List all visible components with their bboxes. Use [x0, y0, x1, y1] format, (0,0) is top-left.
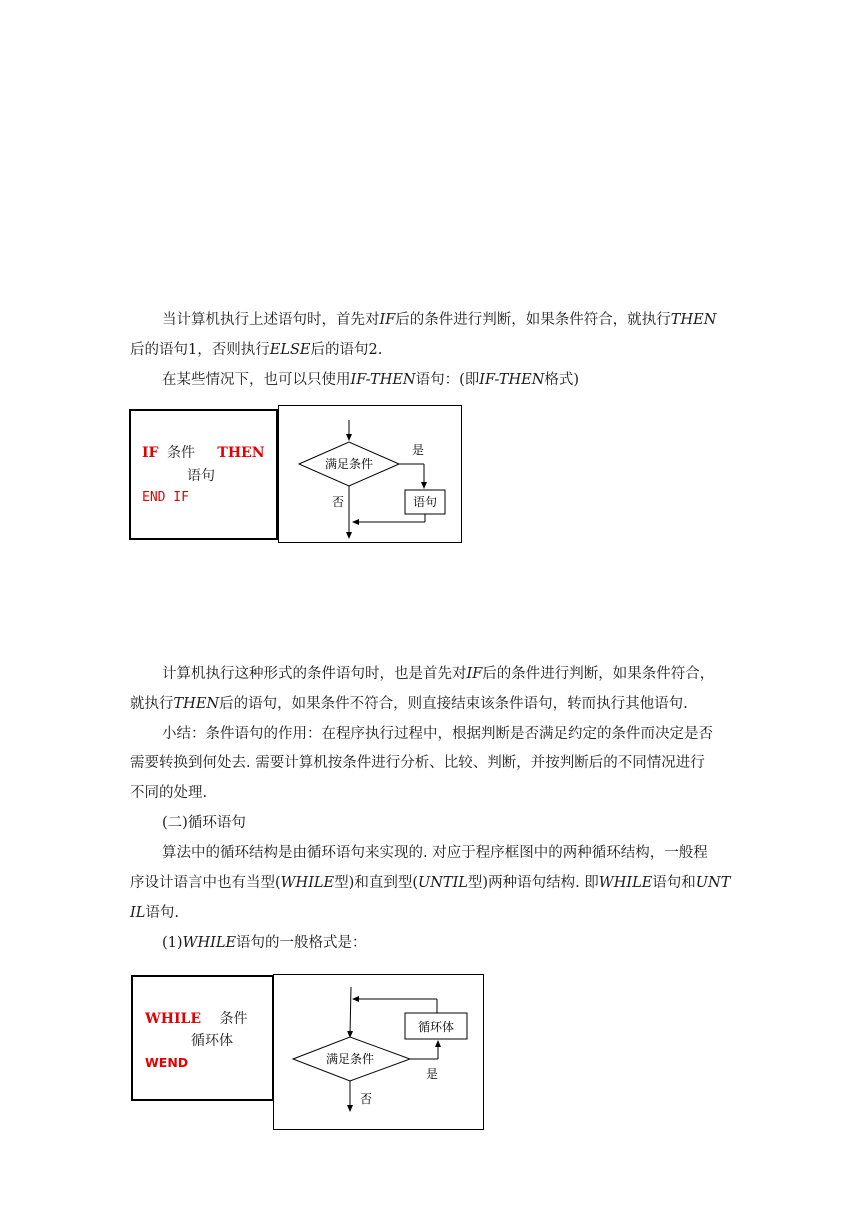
code-while-line [145, 1010, 247, 1028]
para4-text: 序设计语言中也有当型( [130, 875, 281, 891]
while-keyword: WHILE [145, 1011, 202, 1027]
para4-keyword: WHILE [280, 875, 335, 891]
para1-text: 后的语句2. [310, 342, 383, 358]
if-keyword: IF [142, 445, 159, 461]
no-label: 否 [332, 495, 345, 509]
para3-text: 后的语句，如果条件不符合，则直接结束该条件语句，转而执行其他语句. [219, 696, 688, 712]
para3-then: THEN [173, 696, 220, 712]
then-keyword: THEN [217, 445, 265, 461]
wend-keyword: WEND [145, 1055, 189, 1070]
para2-keyword: IF-THEN [350, 372, 416, 388]
para2-keyword: IF-THEN [479, 372, 545, 388]
if-then-flowchart [278, 405, 462, 543]
para3-if: IF [466, 666, 483, 682]
summary-line2: 需要转换到何处去. 需要计算机按条件进行分析、比较、判断，并按判断后的不同情况进行 [130, 755, 705, 771]
para2-text: 语句：(即 [415, 372, 480, 388]
para1-if: IF [379, 312, 396, 328]
loop-body-label: 循环体 [417, 1020, 455, 1034]
while-flowchart [273, 974, 484, 1130]
para5-text: 语句的一般格式是： [236, 935, 367, 951]
if-then-flowchart-svg [279, 406, 463, 544]
diamond-label: 满足条件 [324, 457, 374, 471]
end-if-keyword: END IF [142, 490, 189, 505]
para3-line1 [162, 664, 714, 684]
if-then-code-box [129, 409, 278, 540]
code-if-line [142, 444, 265, 462]
para4-text: 语句和 [652, 875, 696, 891]
para3-line2 [130, 694, 688, 714]
para5-line [162, 933, 367, 953]
para4-line1: 算法中的循环结构是由循环语句来实现的. 对应于程序框图中的两种循环结构，一般程 [162, 845, 708, 861]
para4-text: 语句. [145, 905, 179, 921]
para1-text: 后的条件进行判断，如果条件符合，就执行 [395, 312, 671, 328]
statement-text: 语句 [187, 468, 215, 484]
diamond-label: 满足条件 [325, 1052, 375, 1066]
statement-box-label: 语句 [412, 495, 438, 509]
para4-keyword: WHILE [598, 875, 653, 891]
para4-keyword: IL [130, 905, 146, 921]
summary-line3: 不同的处理. [130, 785, 208, 801]
para3-text: 后的条件进行判断，如果条件符合， [482, 666, 715, 682]
while-code-box [131, 975, 274, 1101]
para5-keyword: WHILE [182, 935, 237, 951]
para1-then: THEN [670, 312, 717, 328]
para3-text: 计算机执行这种形式的条件语句时，也是首先对 [162, 666, 467, 682]
para1-text: 后的语句1，否则执行 [130, 342, 270, 358]
para2-line [162, 370, 579, 390]
para4-line3 [130, 903, 179, 923]
para1-text: 当计算机执行上述语句时，首先对 [162, 312, 380, 328]
para2-text: 在某些情况下，也可以只使用 [162, 372, 351, 388]
para4-line2 [130, 873, 730, 893]
para3-text: 就执行 [130, 696, 174, 712]
para4-keyword: UNTIL [417, 875, 468, 891]
para2-text: 格式) [544, 372, 580, 388]
para5-text: (1) [162, 935, 183, 951]
para1-else: ELSE [269, 342, 311, 358]
para4-text: 型)两种语句结构. 即 [467, 875, 599, 891]
para1-line2 [130, 340, 382, 360]
para1-line1 [162, 310, 716, 330]
summary-line1: 小结：条件语句的作用：在程序执行过程中，根据判断是否满足约定的条件而决定是否 [162, 726, 713, 742]
loop-body-text: 循环体 [191, 1033, 233, 1049]
para4-keyword: UNT [695, 875, 731, 891]
condition-text: 条件 [219, 1011, 248, 1027]
while-flowchart-svg [274, 975, 485, 1131]
yes-label: 是 [426, 1067, 439, 1081]
no-label: 否 [360, 1092, 373, 1106]
yes-label: 是 [412, 443, 425, 457]
condition-text: 条件 [166, 445, 195, 461]
section-heading: (二)循环语句 [162, 815, 246, 831]
para4-text: 型)和直到型( [334, 875, 418, 891]
